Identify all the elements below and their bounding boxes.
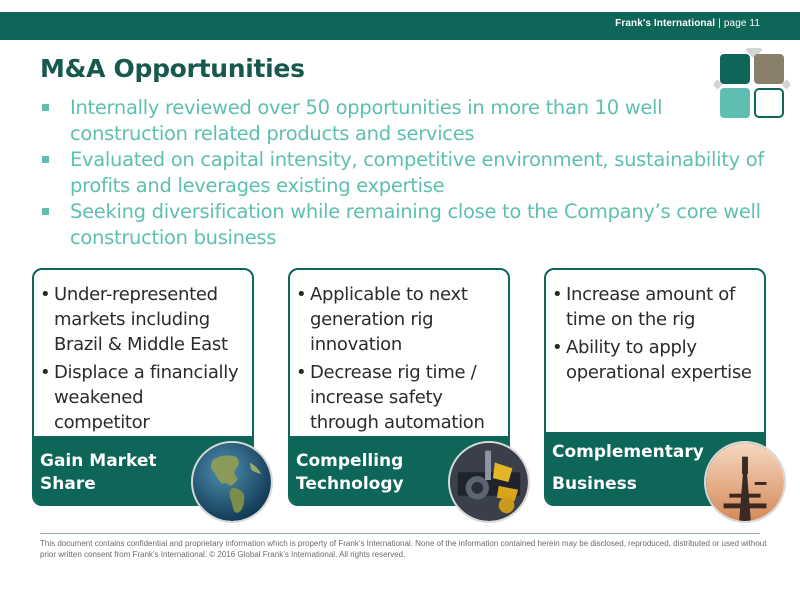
logo-square-dark <box>720 54 750 84</box>
card-label: Complementary Business <box>552 442 704 494</box>
card-body <box>546 270 764 388</box>
card-label: Compelling Technology <box>296 451 404 494</box>
card-list-item: • Under-represented markets including Brazil & Middle East <box>40 284 228 355</box>
bullet-item: Internally reviewed over 50 opportunities in more than 10 well construction related products and services <box>40 95 780 147</box>
card-list-item: • Increase amount of time on the rig <box>552 284 736 330</box>
card-body <box>290 270 508 438</box>
oil-rig-sunset-photo <box>704 441 786 523</box>
logo-square-taupe <box>754 54 784 84</box>
globe-icon <box>191 441 273 523</box>
legal-disclaimer: This document contains confidential and proprietary information which is property of Frank’s International. None of the information contained herein may be disclosed, reproduced, distributed or used without prior written consent from Frank’s International. © 2016 Global Frank’s International. All rights reserved. <box>40 539 767 559</box>
square-bullet-icon <box>42 208 49 215</box>
footer-divider <box>40 533 760 534</box>
card-list-item: • Displace a financially weakened competitor <box>40 362 239 433</box>
bullet-item: Evaluated on capital intensity, competitive environment, sustainability of profits and leverages existing expertise <box>40 147 780 199</box>
page-number: page 11 <box>723 18 760 29</box>
slide-title: M&A Opportunities <box>40 54 305 83</box>
main-bullet-list <box>40 95 780 251</box>
square-bullet-icon <box>42 104 49 111</box>
company-name: Frank's International <box>615 18 716 29</box>
bullet-item: Seeking diversification while remaining close to the Company’s core well construction business <box>40 199 780 251</box>
rig-tools-photo <box>448 441 530 523</box>
square-bullet-icon <box>42 156 49 163</box>
header-text <box>615 18 760 29</box>
card-list-item: • Decrease rig time / increase safety through automation <box>296 362 485 433</box>
card-list-item: • Ability to apply operational expertise <box>552 337 752 383</box>
card-label: Gain Market Share <box>40 451 157 494</box>
header-separator: | <box>718 18 721 29</box>
header-bar <box>0 12 800 40</box>
card-body <box>34 270 252 438</box>
card-list-item: • Applicable to next generation rig innovation <box>296 284 468 355</box>
